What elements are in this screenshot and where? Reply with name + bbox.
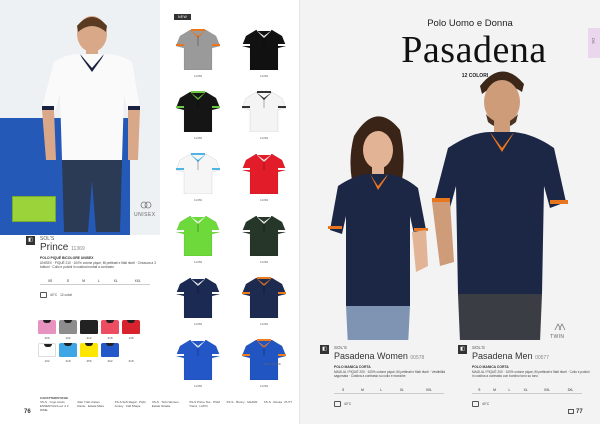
colors-count: 12 COLORI [461, 73, 489, 79]
color-variant-shirt [59, 320, 77, 334]
polo-shirt-icon [176, 88, 220, 132]
wash-icon [334, 401, 341, 407]
color-variant [38, 320, 56, 340]
product-name-text: Pasadena Men [472, 351, 533, 361]
size-cell: S [334, 387, 352, 394]
page-title: Pasadena [401, 29, 547, 71]
color-variant-code: 318 [65, 359, 71, 363]
footer-col: XS-S · ringo tondo · ESSENTIALS ed. 2 2 DIME [40, 400, 69, 412]
wash-icon [472, 401, 479, 407]
brand-logo-icon: ◧ [26, 236, 35, 245]
pasadena-hero [300, 0, 600, 340]
page-number-right [568, 409, 583, 415]
swatch-code: 11369 [193, 74, 203, 78]
polo-swatch [168, 22, 228, 84]
polo-swatch [234, 146, 294, 208]
polo-shirt-icon [176, 274, 220, 318]
color-variant [122, 320, 140, 340]
footer-col: XS-S · Bunny · MaJOR [226, 400, 258, 404]
color-variant-code: 356 [86, 359, 92, 363]
color-variant-shirt [59, 343, 77, 357]
swatch-code: 11369 [259, 384, 269, 388]
polo-swatch [168, 270, 228, 332]
swatch-code: 11369 [193, 136, 203, 140]
collar [106, 343, 114, 346]
product-description: MAGLIA / PIQUÉ 200 · 100% cotone piqué, fili pettinati e filati ritorti · Collo e polsini in costina a contrasto con bordino tono su tono [472, 370, 590, 379]
wash-temp: 40°C [482, 402, 490, 406]
product-name [40, 242, 85, 253]
color-variant-code: 102 [44, 359, 50, 363]
size-cell: XL [106, 278, 125, 285]
man-model-image [428, 62, 570, 340]
polo-swatch [234, 22, 294, 84]
product-name-text: Prince [40, 242, 69, 253]
polo-shirt-icon [242, 212, 286, 256]
color-variants-grid [38, 320, 148, 363]
product-name-text: Pasadena Women [334, 351, 408, 361]
color-variant [80, 343, 98, 363]
brand-name: SOL'S [472, 345, 485, 350]
size-cell: XXL [414, 387, 444, 394]
color-variant-shirt [122, 343, 140, 357]
color-variant-shirt [38, 320, 56, 334]
color-variant-shirt [101, 343, 119, 357]
footer-col: XS-S Prime Tee · PGM Trend · LUPO [189, 400, 220, 408]
polo-swatch [168, 84, 228, 146]
collar [127, 320, 135, 323]
polo-shirt-icon [176, 212, 220, 256]
color-variant [122, 343, 140, 363]
size-cell: L [373, 387, 390, 394]
polo-shirt-icon [176, 150, 220, 194]
new-badge: NEW [174, 14, 191, 20]
section-subtitle: Polo Uomo e Donna [427, 18, 513, 29]
polo-swatch-grid [168, 22, 294, 394]
polo-shirt-icon [242, 274, 286, 318]
unisex-icon [140, 200, 152, 210]
woman-model-image [316, 106, 441, 340]
polo-swatch [234, 208, 294, 270]
product-name [472, 351, 549, 361]
polo-swatch [234, 84, 294, 146]
size-cell: XL [516, 387, 535, 394]
right-page [300, 0, 600, 424]
care-row [472, 401, 489, 407]
swatch-code: 11369 [193, 198, 203, 202]
twin-icon [554, 322, 566, 332]
size-cell: S [472, 387, 487, 394]
product-name [334, 351, 424, 361]
polo-swatch [168, 208, 228, 270]
polo-swatch [168, 332, 228, 394]
care-row [334, 401, 351, 407]
size-table [40, 278, 150, 285]
exclusive-note: EXCLUSIVE [264, 362, 281, 366]
color-variant-code: 312 [86, 336, 92, 340]
page-number-left: 76 [24, 409, 31, 415]
color-variant [80, 320, 98, 340]
color-variant-shirt [122, 320, 140, 334]
footer-characteristics [40, 396, 295, 412]
brand-logo-icon: ◧ [320, 345, 329, 354]
collar [85, 320, 93, 323]
brand-logo-icon: ◧ [458, 345, 467, 354]
polo-shirt-icon [176, 336, 220, 380]
care-row [40, 292, 72, 298]
product-code: 00577 [535, 355, 549, 361]
footer-col: XS-S Soft Regal · PQG Jersey · Fall Shape [114, 400, 146, 408]
product-description: UNISEX · PIQUÉ 210 · 100% cotone piqué, fili pettinati e filati ritorti · Chiusura a 3 bottoni · Collo e polsini in costina bordati a contrasto [40, 261, 156, 270]
color-variant-shirt [80, 343, 98, 357]
color-variant-code: 318 [128, 359, 134, 363]
section-tab [588, 28, 600, 58]
wash-temp: 40°C [50, 293, 58, 297]
size-cell: XL [390, 387, 414, 394]
color-variant-code: 306 [44, 336, 50, 340]
swatch-code: 11369 [259, 260, 269, 264]
color-variant-code: 145 [128, 336, 134, 340]
wash-icon [40, 292, 47, 298]
polo-shirt-icon [242, 336, 286, 380]
polo-swatch [234, 270, 294, 332]
brand-name: SOL'S [334, 345, 347, 350]
size-table [334, 387, 444, 394]
swatch-code: 11369 [259, 198, 269, 202]
lime-fabric-swatch [12, 196, 56, 222]
collar [106, 320, 114, 323]
footer-col: Aller Trail Unisex · Dante · Estate Mare [77, 400, 105, 408]
color-variant-shirt [101, 320, 119, 334]
color-variant-shirt [38, 343, 56, 357]
size-cell: XXL [125, 278, 150, 285]
size-cell: S [60, 278, 75, 285]
color-variant [38, 343, 56, 363]
polo-shirt-icon [176, 26, 220, 70]
page-number-text: 77 [576, 409, 583, 416]
product-subtitle: POLO MANICA CORTA [472, 365, 509, 369]
product-code: 00578 [410, 355, 425, 361]
swatch-code: 11369 [259, 74, 269, 78]
size-cell: M [352, 387, 372, 394]
polo-swatch [168, 146, 228, 208]
footer-col: XS-S · Rossa · PU77 [263, 400, 293, 404]
unisex-label: UNISEX [134, 212, 156, 218]
color-variant-code: 102 [65, 336, 71, 340]
prince-hero-photo [0, 0, 160, 235]
footer-caption: CARATTERISTICHE [40, 396, 69, 400]
swatch-code: 11369 [193, 384, 203, 388]
twin-label: TWIN [550, 334, 565, 340]
polo-shirt-icon [242, 26, 286, 70]
wash-temp: 40°C [344, 402, 352, 406]
size-table [472, 387, 582, 394]
swatch-code: 11369 [193, 260, 203, 264]
collar [64, 343, 72, 346]
collar [43, 320, 51, 323]
size-cell: M [487, 387, 503, 394]
brand-name: SOL'S [40, 236, 55, 242]
size-cell: XS [40, 278, 60, 285]
size-cell: 3XL [559, 387, 582, 394]
product-code: 11369 [71, 246, 85, 252]
size-cell: L [502, 387, 516, 394]
swatch-code: 11369 [259, 322, 269, 326]
collar [44, 344, 52, 347]
size-cell: L [92, 278, 106, 285]
color-variant [59, 320, 77, 340]
color-variant-code: 318 [107, 336, 113, 340]
color-variant-shirt [80, 320, 98, 334]
collar [64, 320, 72, 323]
color-variant [101, 320, 119, 340]
page-icon [568, 409, 574, 414]
color-variant [101, 343, 119, 363]
swatch-code: 11369 [259, 136, 269, 140]
collar [85, 343, 93, 346]
color-variant-code: 302 [107, 359, 113, 363]
product-subtitle: POLO PIQUÉ BICOLORE UNISEX [40, 256, 94, 260]
size-cell: XXL [535, 387, 559, 394]
polo-shirt-icon [242, 88, 286, 132]
swatch-code: 11369 [193, 322, 203, 326]
size-cell: M [75, 278, 91, 285]
color-variant [59, 343, 77, 363]
product-description: MAGLIA / PIQUÉ 200 · 100% cotone piqué, fili pettinati e filati ritorti · Vestibilità sagomata · Costina a contrasto su collo e maniche [334, 370, 446, 379]
section-tab-label: DS [591, 38, 596, 44]
color-count: 12 colori [60, 293, 73, 297]
footer-col: XS-S · Twin Women · Estate Strada [151, 400, 181, 408]
polo-shirt-icon [242, 150, 286, 194]
product-subtitle: POLO MANICA CORTA [334, 365, 371, 369]
